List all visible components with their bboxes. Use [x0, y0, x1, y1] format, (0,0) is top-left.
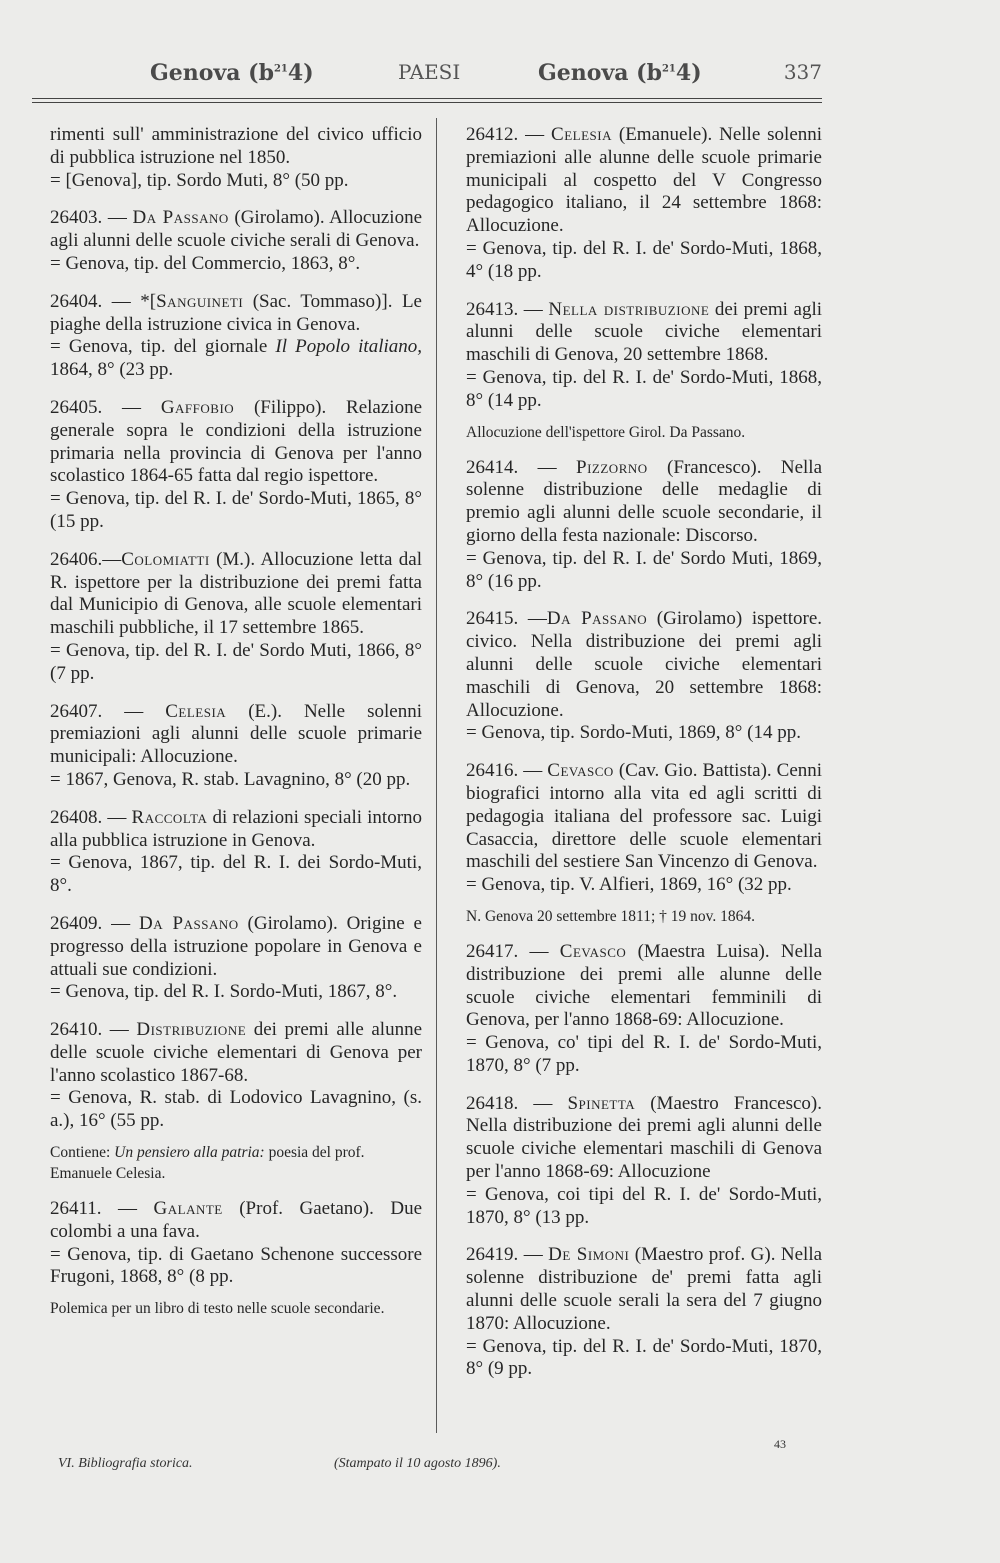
header-left	[150, 60, 314, 86]
entry-26411	[50, 1198, 422, 1289]
entry-26410	[50, 1019, 422, 1133]
entry-number: 26405. —	[50, 396, 142, 418]
entry-title: (Emanuele). Nelle solenni premiazioni alle alunne delle scuole primarie municipali al cospetto del V Congresso pedagogico italiano, il 24 settembre 1868: Allocuzione.	[466, 124, 823, 237]
entry-publication: = Genova, tip. di Gaetano Schenone successore Frugoni, 1868, 8° (8 pp.	[50, 1243, 422, 1288]
entry-publication-printer: = Genova, tip. del giornale	[50, 336, 268, 358]
header-right-code-sup: 21	[661, 63, 676, 75]
entry-publication: = Genova, 1867, tip. del R. I. dei Sordo-Muti, 8°.	[50, 852, 422, 897]
entry-publication: = Genova, tip. del R. I. de' Sordo-Muti, 1870, 8° (9 pp.	[466, 1335, 822, 1380]
entry-continuation	[50, 124, 422, 192]
entry-publication: = Genova, tip. del R. I. de' Sordo-Muti, 1865, 8° (15 pp.	[50, 488, 422, 532]
header-right-title: Genova	[538, 60, 629, 86]
entry-publication: = 1867, Genova, R. stab. Lavagnino, 8° (20 pp.	[50, 768, 411, 790]
header-left-title: Genova	[150, 60, 241, 86]
entry-26413-note: Allocuzione dell'ispettore Girol. Da Passano.	[466, 423, 746, 441]
header-right-code-sub: 4)	[675, 60, 702, 86]
entry-number: 26412. —	[466, 124, 545, 145]
entry-26413	[466, 299, 822, 413]
entry-title: (Maestra Luisa). Nella distribuzione dei premi alle alunne delle scuole civiche elementari femminili di Genova, per l'anno 1868-69: Allocuzione.	[466, 940, 823, 1031]
entry-author: Pizzorno	[576, 456, 648, 478]
entry-title: (E.). Nelle solenni premiazioni agli alunni delle scuole primarie municipali: Allocuzione.	[50, 700, 422, 768]
entry-title: rimenti sull' amministrazione del civico ufficio di pubblica istruzione nel 1850.	[50, 124, 422, 168]
entry-author: Cevasco	[559, 940, 627, 962]
entry-26419	[466, 1244, 822, 1381]
entry-number: 26413. —	[466, 298, 543, 320]
entry-title: (M.). Allocuzione letta dal R. ispettore per la distribuzione dei premi fatta dal Municipio di Genova, alle scuole elementari maschili pubbliche, il 17 settembre 1865.	[50, 548, 422, 639]
entry-author: Da Passano	[139, 912, 239, 934]
page-number: 337	[783, 60, 822, 84]
entry-author: Sanguineti	[156, 290, 244, 312]
entry-title: di relazioni speciali intorno alla pubblica istruzione in Genova.	[50, 806, 423, 851]
header-left-code-sub: 4)	[287, 60, 314, 86]
entry-author: Distribuzione	[136, 1019, 247, 1041]
entry-number: 26411. —	[50, 1198, 138, 1220]
entry-26416-note: N. Genova 20 settembre 1811; † 19 nov. 1864.	[466, 907, 755, 925]
entry-publication: = Genova, tip. del R. I. de' Sordo-Muti, 1868, 8° (14 pp.	[466, 366, 822, 411]
entry-26412	[466, 124, 822, 284]
entry-26410-note	[50, 1142, 422, 1184]
entry-author: Cevasco	[547, 760, 614, 782]
entry-title: (Maestro prof. G). Nella solenne distribuzione de' premi fatta agli alunni delle scuole serali la sera del 7 giugno 1870: Allocuzione.	[466, 1244, 823, 1334]
entry-26408	[50, 807, 422, 898]
entry-author: De Simoni	[548, 1244, 630, 1266]
entry-26416	[466, 760, 822, 897]
entry-author: Gaffobio	[160, 396, 235, 418]
entry-author: Da Passano	[546, 608, 648, 630]
entry-number: 26416. —	[466, 760, 543, 782]
entry-number: 26419. —	[466, 1244, 543, 1266]
entry-number: 26410. —	[50, 1019, 129, 1041]
entry-author: Colomiatti	[121, 548, 210, 570]
entry-title: (Sac. Tommaso)]. Le piaghe della istruzione civica in Genova.	[50, 290, 422, 335]
left-column	[50, 124, 422, 1333]
entry-publication-newspaper: Il Popolo italiano,	[275, 336, 423, 358]
entry-number: 26403. —	[50, 207, 127, 229]
entry-26414	[466, 457, 822, 594]
entry-number: 26409. —	[50, 912, 131, 934]
entry-26406	[50, 549, 422, 686]
entry-26415	[466, 608, 822, 745]
header-right-code: (b	[636, 60, 662, 86]
header-left-code-sup: 21	[273, 63, 288, 75]
entry-title: (Girolamo). Origine e progresso della istruzione popolare in Genova e attuali sue condizioni.	[50, 912, 422, 980]
entry-publication: = Genova, tip. del Commercio, 1863, 8°.	[50, 252, 361, 274]
entry-author: Nella distribuzione	[548, 298, 710, 320]
entry-number: 26406.—	[50, 548, 122, 570]
entry-publication: = Genova, coi tipi del R. I. de' Sordo-Muti, 1870, 8° (13 pp.	[466, 1183, 822, 1228]
entry-publication: = Genova, R. stab. di Lodovico Lavagnino, (s. a.), 16° (55 pp.	[50, 1087, 422, 1132]
entry-number: 26408. —	[50, 806, 127, 828]
header-rule-bottom	[32, 102, 822, 103]
entry-title: (Maestro Francesco). Nella distribuzione dei premi agli alunni delle scuole civiche elementari maschili di Genova per l'anno 1868-69: Allocuzione	[466, 1092, 822, 1183]
entry-26404	[50, 291, 422, 382]
entry-publication: = Genova, tip. del R. I. Sordo-Muti, 1867, 8°.	[50, 981, 398, 1003]
entry-publication: = Genova, tip. del R. I. de' Sordo Muti, 1869, 8° (16 pp.	[466, 547, 822, 592]
header-left-code: (b	[248, 60, 274, 86]
running-header	[150, 54, 822, 94]
entry-26403	[50, 207, 422, 275]
header-right	[538, 60, 702, 86]
entry-title: (Girolamo) ispettore. civico. Nella distribuzione dei premi agli alunni delle scuole civiche elementari maschili di Genova, 20 settembre 1868: Allocuzione.	[466, 608, 823, 721]
entry-author: Da Passano	[132, 207, 229, 229]
entry-author: Galante	[153, 1198, 223, 1220]
entry-title: (Prof. Gaetano). Due colombi a una fava.	[50, 1198, 423, 1242]
column-separator	[436, 118, 437, 1433]
note-italic-title: Un pensiero alla patria:	[114, 1144, 265, 1162]
entry-26418	[466, 1093, 822, 1230]
entry-26411-note: Polemica per un libro di testo nelle scuole secondarie.	[50, 1300, 385, 1318]
entry-number: 26418. —	[466, 1092, 553, 1114]
entry-26409	[50, 913, 422, 1004]
entry-publication: = Genova, co' tipi del R. I. de' Sordo-Muti, 1870, 8° (7 pp.	[466, 1032, 822, 1076]
entry-publication: = Genova, tip. del R. I. de' Sordo Muti, 1866, 8° (7 pp.	[50, 639, 422, 684]
entry-26417	[466, 941, 822, 1078]
right-column	[466, 124, 822, 1396]
header-center: PAESI	[398, 60, 461, 84]
entry-number: 26415. —	[466, 608, 547, 630]
entry-publication: = [Genova], tip. Sordo Muti, 8° (50 pp.	[50, 169, 349, 191]
entry-number: 26414. —	[466, 456, 557, 478]
entry-title: dei premi alle alunne delle scuole civiche elementari di Genova per l'anno scolastico 1867-68.	[50, 1019, 422, 1086]
entry-number: 26417. —	[466, 940, 549, 962]
entry-title: (Girolamo). Allocuzione agli alunni delle scuole civiche serali di Genova.	[50, 207, 423, 252]
footer-print-date: (Stampato il 10 agosto 1896).	[334, 1456, 501, 1471]
entry-26407	[50, 701, 422, 792]
signature-mark: 43	[774, 1437, 786, 1451]
header-rule-top	[32, 98, 822, 99]
footer-section-label: VI. Bibliografia storica.	[58, 1456, 193, 1471]
note-prefix: Contiene:	[50, 1144, 111, 1162]
entry-title: (Cav. Gio. Battista). Cenni biografici intorno alla vita ed agli scritti di pedagogia italiana del professore sac. Luigi Casaccia, direttore delle scuole elementari maschili del sestiere San Vincenzo di Genova.	[466, 760, 823, 873]
entry-publication: = Genova, tip. del R. I. de' Sordo-Muti, 1868, 4° (18 pp.	[466, 237, 822, 282]
entry-title: (Francesco). Nella solenne distribuzione delle medaglie di premio agli alunni delle scuole secondarie, il giorno della festa nazionale: Discorso.	[466, 456, 823, 546]
entry-publication: = Genova, tip. V. Alfieri, 1869, 16° (32 pp.	[466, 874, 792, 896]
entry-publication	[50, 336, 422, 382]
entry-number: 26404. — *[	[50, 290, 157, 312]
note-suffix: poesia del prof. Emanuele Celesia.	[50, 1144, 365, 1183]
entry-author: Raccolta	[131, 806, 208, 828]
entry-publication: = Genova, tip. Sordo-Muti, 1869, 8° (14 pp.	[466, 722, 801, 744]
entry-author: Celesia	[551, 124, 612, 145]
entry-title: (Filippo). Relazione generale sopra le condizioni della istruzione primaria nella provincia di Genova per l'anno scolastico 1864-65 fatta dal regio ispettore.	[50, 396, 423, 487]
entry-number: 26407. —	[50, 700, 144, 722]
entry-26405	[50, 397, 422, 534]
entry-publication-date: 1864, 8° (23 pp.	[50, 359, 174, 381]
entry-author: Spinetta	[567, 1092, 636, 1114]
entry-author: Celesia	[165, 700, 227, 722]
entry-title: dei premi agli alunni delle scuole civiche elementari maschili di Genova, 20 settembre 1868.	[466, 298, 823, 366]
